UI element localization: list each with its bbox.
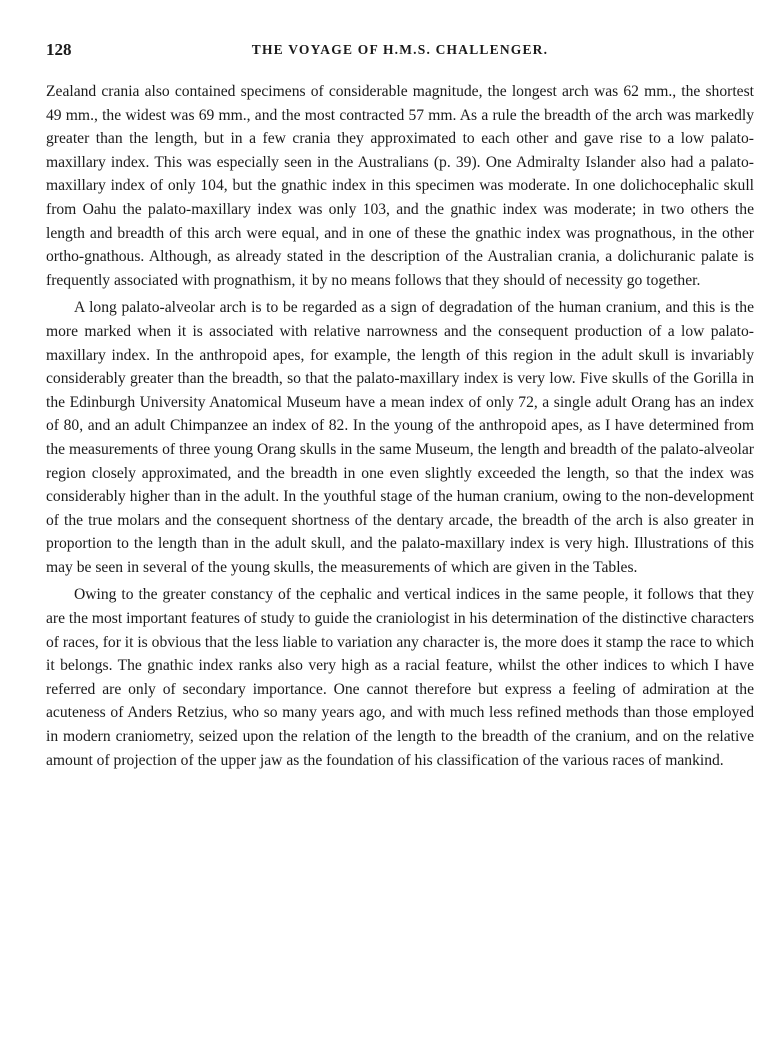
paragraph-racial-indices: Owing to the greater constancy of the cephalic and vertical indices in the same people, it follows that they are the most important features of study to guide the craniologist in his determination of the distinctive characters of races, for it is obvious that the less liable to variation any character is, the more does it stamp the race to which it belongs. The gnathic index ranks also very high as a racial feature, whilst the other indices to which I have referred are only of secondary importance. One cannot therefore but express a feeling of admiration at the acuteness of Anders Retzius, who so many years ago, and with much less refined methods than those employed in modern craniometry, seized upon the relation of the length to the breadth of the cranium, and on the relative amount of projection of the upper jaw as the foundation of his classification of the various races of mankind. bbox=[46, 586, 755, 769]
running-head bbox=[46, 40, 754, 66]
running-title: THE VOYAGE OF H.M.S. CHALLENGER. bbox=[251, 42, 549, 57]
paragraph-palato-alveolar-arch: A long palato-alveolar arch is to be regarded as a sign of degradation of the human cranium, and this is the more marked when it is associated with relative narrowness and the consequent production of a low palato-maxillary index. In the anthropoid apes, for example, the length of this region in the adult skull is invariably considerably greater than the breadth, so that the palato-maxillary index is very low. Five skulls of the Gorilla in the Edinburgh University Anatomical Museum have a mean index of only 72, a single adult Orang has an index of 80, and an adult Chimpanzee an index of 82. In the young of the anthropoid apes, as I have determined from the measurements of three young Orang skulls in the same Museum, the length and breadth of the palato-alveolar region closely approximated, and the breadth in one even slightly exceeded the length, so that the index was considerably higher than in the adult. In the youthful stage of the human cranium, owing to the non-development of the true molars and the consequent shortness of the dentary arcade, the breadth of the arch is also greater in proportion to the length than in the adult skull, and the palato-maxillary index is very high. Illustrations of this may be seen in several of the young skulls, the measurements of which are given in the Tables. bbox=[46, 299, 754, 576]
paragraph-continuation: Zealand crania also contained specimens of considerable magnitude, the longest arch was 62 mm., the shortest 49 mm., the widest was 69 mm., and the most contracted 57 mm. As a rule the breadth of the arch was markedly greater than the length, but in a few crania they approximated to each other and gave rise to a low palato-maxillary index. This was especially seen in the Australians (p. 39). One Admiralty Islander also had a palato-maxillary index of only 104, but the gnathic index in this specimen was moderate. In one dolichocephalic skull from Oahu the palato-maxillary index was only 103, and the gnathic index was moderate; in two others the length and breadth of this arch were equal, and in one of these the gnathic index was prognathous, in the other ortho-gnathous. Although, as already stated in the description of the Australian crania, a dolichuranic palate is frequently associated with prognathism, it by no means follows that they should of necessity go together. bbox=[46, 83, 754, 289]
body-text bbox=[46, 80, 754, 772]
page-number: 128 bbox=[46, 40, 72, 59]
book-page bbox=[46, 40, 754, 772]
